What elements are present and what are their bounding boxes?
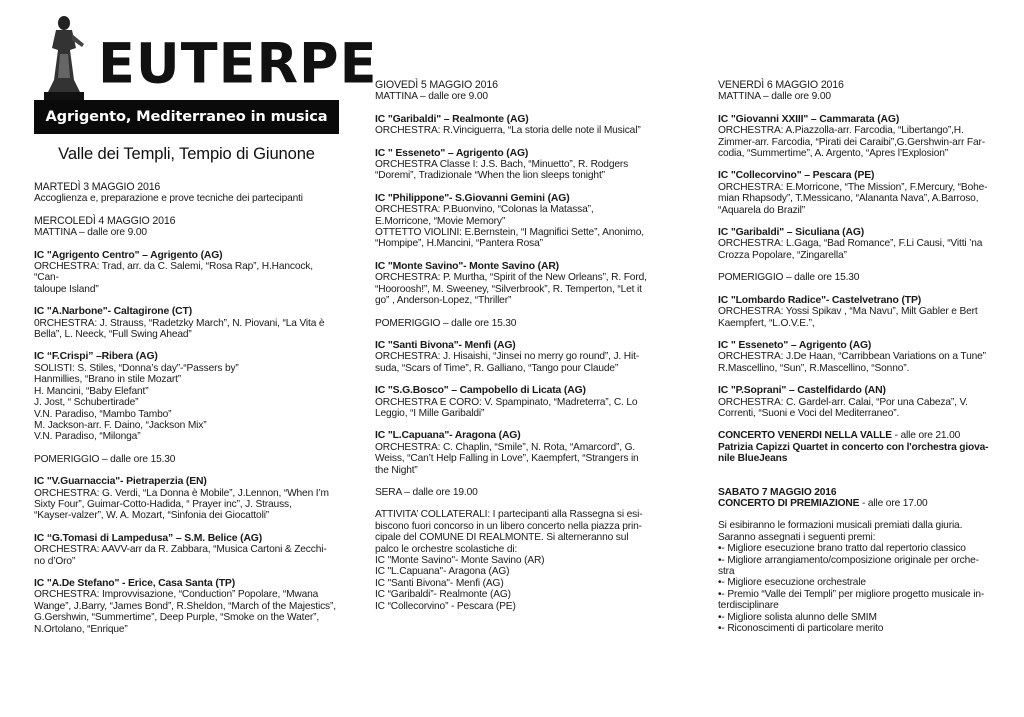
text-line: IC "L.Capuana"- Aragona (AG) — [375, 566, 510, 578]
text-line: go” , Anderson-Lopez, “Thriller” — [375, 295, 512, 307]
text-line: ORCHESTRA: P. Murtha, “Spirit of the New Orleans”, R. Ford, — [375, 272, 647, 284]
text-line: suda, “Scars of Time”, R. Galliano, “Tango pour Claude” — [375, 362, 619, 374]
column-middle — [375, 80, 675, 623]
text-line: ORCHESTRA: AAVV-arr da R. Zabbara, “Musica Cartoni & Zecchi- — [34, 544, 327, 556]
logo-band: Agrigento, Mediterraneo in musica — [34, 100, 339, 134]
school-title: IC "Collecorvino" – Pescara (PE) — [718, 170, 875, 182]
text-line: SOLISTI: S. Stiles, “Donna’s day”-“Passers by” — [34, 362, 239, 374]
text-line: R.Mascellino, “Sun”, R.Mascellino, “Sonno”. — [718, 362, 910, 374]
text-line: IC “Garibaldi”- Realmonte (AG) — [375, 589, 511, 601]
text-line: ORCHESTRA E CORO: V. Spampinato, “Madreterra”, C. Lo — [375, 396, 638, 408]
session-time: MATTINA – dalle ore 9.00 — [375, 91, 488, 103]
school-entry — [34, 578, 339, 635]
award-item: •- Migliore solista alunno delle SMIM — [718, 611, 877, 623]
awards-list — [718, 520, 990, 634]
day-heading: SABATO 7 MAGGIO 2016 — [718, 486, 837, 498]
session-time: POMERIGGIO – dalle ore 15.30 — [718, 272, 860, 284]
text-line: IC “Collecorvino” - Pescara (PE) — [375, 600, 516, 612]
school-title: IC "Garibaldi" – Realmonte (AG) — [375, 113, 529, 125]
award-item: •- Migliore esecuzione orchestrale — [718, 577, 866, 589]
text-line: ORCHESTRA Classe I: J.S. Bach, “Minuetto”, R. Rodgers — [375, 159, 629, 171]
award-item: •- Riconoscimenti di particolare merito — [718, 623, 884, 635]
text-line: “Hompipe”, H.Mancini, “Pantera Rosa” — [375, 238, 543, 250]
school-entry — [718, 170, 990, 216]
school-title: IC "Lombardo Radice"- Castelvetrano (TP) — [718, 294, 922, 306]
school-entry — [375, 430, 675, 476]
award-item: stra — [718, 566, 735, 577]
text-line: IC "Santi Bivona"- Menfi (AG) — [375, 577, 504, 589]
text-line: codia, “Summertime”, A. Argento, “Apres l’Explosion” — [718, 148, 948, 160]
text-line: the Night” — [375, 464, 418, 476]
text-line: “Doremi”, Tradizionale “When the lion sleeps tonight” — [375, 170, 605, 182]
text-line: M. Jackson-arr. F. Daino, “Jackson Mix” — [34, 419, 207, 431]
day-block-saturday — [718, 487, 990, 510]
text-line: Kaempfert, “L.O.V.E.”, — [718, 317, 815, 329]
day-block-thursday — [375, 80, 675, 103]
concert-title: CONCERTO VENERDI NELLA VALLE — [718, 430, 892, 442]
session-time: MATTINA – dalle ore 9.00 — [718, 91, 831, 103]
award-item: terdisciplinare — [718, 600, 779, 612]
text-line: ORCHESTRA: E.Morricone, “The Mission”, F.Mercury, “Bohe- — [718, 181, 988, 193]
text-line: ATTIVITA’ COLLATERALI: I partecipanti alla Rassegna si esi- — [375, 509, 643, 521]
award-item: •- Migliore esecuzione brano tratto dal repertorio classico — [718, 543, 966, 555]
text-line: Si esibiranno le formazioni musicali premiati dalla giuria. — [718, 520, 963, 532]
text-line: ORCHESTRA: Yossi Spikav , “Ma Navu”, Milt Gabler e Bert — [718, 306, 978, 318]
day-heading: GIOVEDÌ 5 MAGGIO 2016 — [375, 79, 498, 91]
text-line: Patrizia Capizzi Quartet in concerto con l'orchestra giova- — [718, 441, 989, 453]
school-entry — [375, 340, 675, 374]
text-line: “Kayser-valzer”, W. A. Mozart, “Sinfonia dei Giocattoli” — [34, 510, 270, 522]
muse-statue-icon — [36, 14, 92, 100]
school-entry — [718, 114, 990, 160]
session-time: SERA – dalle ore 19.00 — [375, 486, 478, 498]
text-line: “Aquarela do Brazil” — [718, 204, 806, 216]
text-line: nile BlueJeans — [718, 453, 788, 465]
page-subtitle: Valle dei Templi, Tempio di Giunone — [58, 144, 315, 163]
school-title: IC "V.Guarnaccia"- Pietraperzia (EN) — [34, 476, 207, 488]
school-title: IC "Philippone"- S.Giovanni Gemini (AG) — [375, 192, 570, 204]
school-entry — [375, 261, 675, 307]
text-line: Zimmer-arr. Farcodia, “Pirati dei Caraibi”,G.Gershwin-arr Far- — [718, 136, 985, 148]
text-line: Leggio, “I Mille Garibaldi” — [375, 407, 485, 419]
award-concert-title: CONCERTO DI PREMIAZIONE — [718, 497, 860, 509]
column-left — [34, 0, 378, 646]
text-line: ORCHESTRA: J.De Haan, “Carribbean Variations on a Tune” — [718, 351, 986, 363]
school-entry — [718, 340, 990, 374]
school-title: IC "Agrigento Centro" – Agrigento (AG) — [34, 249, 223, 261]
school-entry — [34, 351, 339, 442]
day-heading: MERCOLEDÌ 4 MAGGIO 2016 — [34, 214, 176, 227]
award-item: •- Premio “Valle dei Templi” per migliore progetto musicale in- — [718, 588, 985, 600]
text-line: OTTETTO VIOLINI: E.Bernstein, “I Magnifici Sette”, Anonimo, — [375, 227, 644, 239]
school-entry — [718, 385, 990, 419]
award-item: •- Migliore arrangiamento/composizione originale per orche- — [718, 554, 979, 566]
school-title: IC " Esseneto" – Agrigento (AG) — [375, 147, 529, 159]
text-line: ORCHESTRA: P.Buonvino, “Colonas la Matassa”, — [375, 204, 594, 216]
collateral-activities — [375, 509, 675, 612]
text-line: ORCHESTRA: Trad, arr. da C. Salemi, “Rosa Rap”, H.Hancock, “Can- — [34, 261, 313, 284]
school-entry — [375, 148, 675, 182]
session-time: POMERIGGIO – dalle ore 15.30 — [34, 453, 176, 465]
text-line: Saranno assegnati i seguenti premi: — [718, 531, 876, 543]
school-title: IC "P.Soprani" – Castelfidardo (AN) — [718, 385, 886, 397]
school-entry — [375, 193, 675, 250]
text-line: H. Mancini, “Baby Elefant” — [34, 385, 149, 397]
text-line: Wange”, J.Barry, “James Bond”, R.Sheldon, “March of the Majestics”, — [34, 600, 336, 612]
school-entry — [718, 295, 990, 329]
school-title: IC "Garibaldi" – Siculiana (AG) — [718, 227, 865, 239]
text-line: ORCHESTRA: R.Vinciguerra, “La storia delle note il Musical” — [375, 125, 641, 137]
school-entry — [375, 114, 675, 137]
text-line: Accoglienza e, preparazione e prove tecniche dei partecipanti — [34, 193, 303, 205]
day-heading: VENERDÌ 6 MAGGIO 2016 — [718, 79, 844, 91]
day-block-wednesday — [34, 216, 339, 239]
text-line: IC "Monte Savino"- Monte Savino (AR) — [375, 555, 545, 566]
school-entry — [34, 306, 339, 340]
text-line: ORCHESTRA: J. Hisaishi, “Jinsei no merry go round”, J. Hit- — [375, 351, 640, 363]
school-title: IC “F.Crispi” –Ribera (AG) — [34, 351, 158, 363]
session-time: POMERIGGIO – dalle ore 15.30 — [375, 317, 517, 329]
school-title: IC "S.G.Bosco" – Campobello di Licata (AG) — [375, 385, 586, 397]
text-line: biscono fuori concorso in un libero concerto nella piazza prin- — [375, 520, 642, 532]
school-title: IC " Esseneto" – Agrigento (AG) — [718, 339, 872, 351]
school-title: IC "A.Narbone"- Caltagirone (CT) — [34, 306, 193, 318]
award-concert-time: - alle ore 17.00 — [859, 497, 928, 509]
school-entry — [718, 227, 990, 261]
text-line: 0RCHESTRA: J. Strauss, “Radetzky March”, N. Piovani, “La Vita è — [34, 317, 325, 329]
logo-header — [34, 14, 378, 140]
text-line: Crozza Popolare, “Zingarella” — [718, 249, 847, 261]
school-entry — [34, 476, 339, 522]
text-line: ORCHESTRA: G. Verdi, “La Donna è Mobile”, J.Lennon, “When I’m — [34, 487, 329, 499]
text-line: E.Morricone, “Movie Memory” — [375, 215, 506, 227]
text-line: taloupe Island” — [34, 283, 99, 295]
column-right — [718, 80, 990, 645]
text-line: G.Gershwin, “Summertime”, Deep Purple, “Smoke on the Water”, — [34, 612, 320, 624]
concert-time: - alle ore 21.00 — [891, 430, 961, 442]
text-line: Correnti, “Suoni e Voci del Mediterraneo”. — [718, 407, 900, 419]
concert-friday — [718, 430, 990, 464]
school-title: IC "A.De Stefano" - Erice, Casa Santa (TP) — [34, 577, 236, 589]
day-block-tuesday — [34, 182, 339, 205]
text-line: “Hooroosh!”, M. Sweeney, “Silverbrook”, R. Temperton, “Let it — [375, 283, 642, 295]
text-line: palco le orchestre scolastiche di: — [375, 543, 518, 555]
school-title: IC “G.Tomasi di Lampedusa” – S.M. Belice (AG) — [34, 532, 263, 544]
text-line: ORCHESTRA: A.Piazzolla-arr. Farcodia, “Libertango”,H. — [718, 125, 964, 137]
school-entry — [34, 250, 339, 296]
text-line: N.Ortolano, “Enrique” — [34, 623, 128, 635]
text-line: mian Rhapsody”, T.Messicano, “Alananta Nava”, A.Barroso, — [718, 193, 979, 205]
text-line: Weiss, “Can’t Help Falling in Love”, Kaempfert, “Strangers in — [375, 453, 639, 465]
day-block-friday — [718, 80, 990, 103]
text-line: V.N. Paradiso, “Mambo Tambo” — [34, 408, 172, 420]
text-line: cipale del COMUNE DI REALMONTE. Si alterneranno sul — [375, 532, 629, 544]
text-line: no d’Oro” — [34, 555, 76, 567]
school-entry — [34, 533, 339, 567]
school-title: IC "Monte Savino"- Monte Savino (AR) — [375, 260, 559, 272]
text-line: V.N. Paradiso, “Milonga” — [34, 431, 141, 443]
day-heading: MARTEDÌ 3 MAGGIO 2016 — [34, 181, 161, 193]
text-line: Sixty Four”, Guimar-Cotto-Hadida, “ Prayer inc”, J. Strauss, — [34, 498, 292, 510]
session-time: MATTINA – dalle ore 9.00 — [34, 227, 147, 239]
text-line: Bella”, L. Neeck, “Full Swing Ahead” — [34, 329, 192, 341]
text-line: J. Jost, “ Schubertirade” — [34, 397, 139, 409]
text-line: ORCHESTRA: C. Chaplin, “Smile”, N. Rota, “Amarcord”, G. — [375, 441, 636, 453]
school-title: IC "L.Capuana"- Aragona (AG) — [375, 430, 521, 442]
text-line: ORCHESTRA: C. Gardel-arr. Calai, “Por una Cabeza”, V. — [718, 396, 968, 408]
school-title: IC "Santi Bivona"- Menfi (AG) — [375, 339, 516, 351]
school-entry — [375, 385, 675, 419]
logo-title: EUTERPE — [98, 31, 378, 96]
school-title: IC "Giovanni XXIII" – Cammarata (AG) — [718, 113, 900, 125]
text-line: ORCHESTRA: Improvvisazione, “Conduction” Popolare, “Mwana — [34, 589, 319, 601]
text-line: Hanmillies, “Brano in stile Mozart” — [34, 374, 182, 386]
text-line: ORCHESTRA: L.Gaga, “Bad Romance”, F.Li Causi, “Vitti ’na — [718, 238, 983, 250]
